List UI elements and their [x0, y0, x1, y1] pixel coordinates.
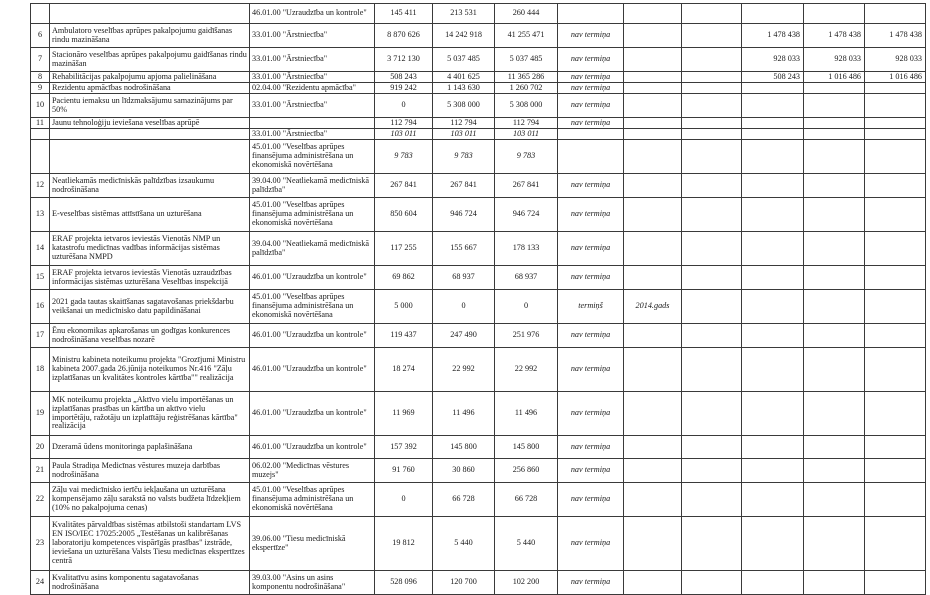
empty-cell [682, 129, 742, 140]
budget-program: 46.01.00 "Uzraudzība un kontrole" [250, 392, 375, 436]
base-amount-year-1: 1 478 438 [742, 24, 804, 48]
table-row [31, 324, 926, 348]
amount-year-1: 850 604 [375, 198, 433, 232]
row-number [31, 129, 50, 140]
amount-year-2: 5 308 000 [433, 94, 495, 118]
base-amount-year-3 [865, 348, 926, 392]
term-date [624, 324, 682, 348]
term-status: nav termiņa [558, 517, 624, 571]
budget-program: 39.06.00 "Tiesu medicīniskā ekspertīze" [250, 517, 375, 571]
term-date [624, 392, 682, 436]
base-amount-year-2 [804, 129, 865, 140]
measure-description: Kvalitatīvu asins komponentu sagatavošanas nodrošināšana [50, 571, 250, 595]
empty-cell [682, 118, 742, 129]
amount-year-1: 157 392 [375, 436, 433, 459]
amount-year-2: 145 800 [433, 436, 495, 459]
amount-year-1: 91 760 [375, 459, 433, 483]
amount-year-2: 1 143 630 [433, 83, 495, 94]
base-amount-year-1: 928 033 [742, 48, 804, 72]
base-amount-year-2 [804, 118, 865, 129]
term-date [624, 24, 682, 48]
table-row [31, 198, 926, 232]
table-row [31, 4, 926, 24]
budget-table-sheet [30, 3, 925, 595]
term-status: nav termiņa [558, 48, 624, 72]
measure-description: ERAF projekta ietvaros ieviestās Vienotās uzraudzības informācijas sistēmas uzturēšana Veselības inspekcijā [50, 266, 250, 290]
base-amount-year-2 [804, 232, 865, 266]
base-amount-year-3 [865, 392, 926, 436]
term-date [624, 459, 682, 483]
base-amount-year-3 [865, 459, 926, 483]
table-row [31, 232, 926, 266]
amount-year-2: 213 531 [433, 4, 495, 24]
table-body [31, 4, 926, 595]
row-number: 17 [31, 324, 50, 348]
budget-program: 33.01.00 "Ārstniecība" [250, 48, 375, 72]
amount-year-3: 11 496 [495, 392, 558, 436]
measure-description: MK noteikumu projekta „Aktīvo vielu importēšanas un izplatīšanas prasības un kārtība un aktīvo vielu importētāju, ražotāju un izplatītāju reģistrēšanas kārtība" realizācija [50, 392, 250, 436]
amount-year-3: 68 937 [495, 266, 558, 290]
budget-program: 46.01.00 "Uzraudzība un kontrole" [250, 436, 375, 459]
amount-year-1: 69 862 [375, 266, 433, 290]
budget-program: 45.01.00 "Veselības aprūpes finansējuma administrēšana un ekonomiskā novērtēšana [250, 483, 375, 517]
amount-year-3: 9 783 [495, 140, 558, 174]
amount-year-1: 919 242 [375, 83, 433, 94]
base-amount-year-2 [804, 290, 865, 324]
term-status: nav termiņa [558, 94, 624, 118]
term-status: nav termiņa [558, 174, 624, 198]
term-status: termiņš [558, 290, 624, 324]
amount-year-2: 103 011 [433, 129, 495, 140]
amount-year-2: 5 440 [433, 517, 495, 571]
row-number: 22 [31, 483, 50, 517]
base-amount-year-2 [804, 436, 865, 459]
amount-year-2: 22 992 [433, 348, 495, 392]
table-row [31, 348, 926, 392]
budget-program: 46.01.00 "Uzraudzība un kontrole" [250, 4, 375, 24]
amount-year-1: 9 783 [375, 140, 433, 174]
base-amount-year-3 [865, 129, 926, 140]
base-amount-year-1 [742, 198, 804, 232]
measure-description [50, 140, 250, 174]
base-amount-year-1 [742, 459, 804, 483]
base-amount-year-1 [742, 290, 804, 324]
amount-year-1: 103 011 [375, 129, 433, 140]
term-date [624, 436, 682, 459]
base-amount-year-3 [865, 4, 926, 24]
amount-year-3: 22 992 [495, 348, 558, 392]
empty-cell [682, 266, 742, 290]
term-status: nav termiņa [558, 436, 624, 459]
amount-year-2: 66 728 [433, 483, 495, 517]
row-number: 16 [31, 290, 50, 324]
budget-program [250, 118, 375, 129]
budget-program: 39.04.00 "Neatliekamā medicīniskā palīdzība" [250, 174, 375, 198]
base-amount-year-1 [742, 174, 804, 198]
empty-cell [682, 392, 742, 436]
base-amount-year-2 [804, 483, 865, 517]
empty-cell [682, 94, 742, 118]
term-status: nav termiņa [558, 392, 624, 436]
measure-description: Ambulatoro veselības aprūpes pakalpojumu gaidīšanas rindu mazināšana [50, 24, 250, 48]
base-amount-year-1 [742, 392, 804, 436]
term-status: nav termiņa [558, 348, 624, 392]
measure-description: Rehabilitācijas pakalpojumu apjoma palielināšana [50, 72, 250, 83]
budget-program: 46.01.00 "Uzraudzība un kontrole" [250, 266, 375, 290]
table-row [31, 24, 926, 48]
term-date [624, 198, 682, 232]
base-amount-year-3: 1 016 486 [865, 72, 926, 83]
row-number: 6 [31, 24, 50, 48]
amount-year-3: 41 255 471 [495, 24, 558, 48]
base-amount-year-3 [865, 83, 926, 94]
row-number: 7 [31, 48, 50, 72]
amount-year-1: 5 000 [375, 290, 433, 324]
amount-year-2: 4 401 625 [433, 72, 495, 83]
term-status: nav termiņa [558, 118, 624, 129]
amount-year-2: 120 700 [433, 571, 495, 595]
measure-description: Jaunu tehnoloģiju ieviešana veselības aprūpē [50, 118, 250, 129]
amount-year-2: 946 724 [433, 198, 495, 232]
base-amount-year-2 [804, 392, 865, 436]
base-amount-year-2 [804, 198, 865, 232]
base-amount-year-3 [865, 483, 926, 517]
measure-description: Rezidentu apmācības nodrošināšana [50, 83, 250, 94]
amount-year-2: 14 242 918 [433, 24, 495, 48]
base-amount-year-3 [865, 232, 926, 266]
measure-description: Neatliekamās medicīniskās palīdzības izsaukumu nodrošināšana [50, 174, 250, 198]
term-date [624, 140, 682, 174]
table-row [31, 392, 926, 436]
base-amount-year-3 [865, 94, 926, 118]
base-amount-year-1 [742, 129, 804, 140]
base-amount-year-2: 1 016 486 [804, 72, 865, 83]
base-amount-year-3 [865, 517, 926, 571]
base-amount-year-2 [804, 348, 865, 392]
empty-cell [682, 348, 742, 392]
base-amount-year-1 [742, 266, 804, 290]
empty-cell [682, 174, 742, 198]
amount-year-1: 267 841 [375, 174, 433, 198]
base-amount-year-3 [865, 290, 926, 324]
table-row [31, 266, 926, 290]
measure-description [50, 129, 250, 140]
term-date [624, 129, 682, 140]
base-amount-year-1 [742, 4, 804, 24]
budget-program: 02.04.00 "Rezidentu apmācība" [250, 83, 375, 94]
base-amount-year-3 [865, 174, 926, 198]
amount-year-3: 946 724 [495, 198, 558, 232]
term-status: nav termiņa [558, 198, 624, 232]
measure-description [50, 4, 250, 24]
empty-cell [682, 140, 742, 174]
amount-year-3: 178 133 [495, 232, 558, 266]
amount-year-1: 8 870 626 [375, 24, 433, 48]
budget-program: 45.01.00 "Veselības aprūpes finansējuma administrēšana un ekonomiskā novērtēšana [250, 198, 375, 232]
amount-year-3: 251 976 [495, 324, 558, 348]
amount-year-3: 5 440 [495, 517, 558, 571]
term-date [624, 94, 682, 118]
row-number: 14 [31, 232, 50, 266]
amount-year-2: 5 037 485 [433, 48, 495, 72]
row-number: 21 [31, 459, 50, 483]
table-row [31, 72, 926, 83]
amount-year-3: 66 728 [495, 483, 558, 517]
amount-year-3: 0 [495, 290, 558, 324]
term-date [624, 48, 682, 72]
row-number: 20 [31, 436, 50, 459]
amount-year-1: 508 243 [375, 72, 433, 83]
amount-year-1: 117 255 [375, 232, 433, 266]
row-number: 13 [31, 198, 50, 232]
row-number: 15 [31, 266, 50, 290]
term-status: nav termiņa [558, 266, 624, 290]
measure-description: Pacientu iemaksu un līdzmaksājumu samazinājums par 50% [50, 94, 250, 118]
base-amount-year-2 [804, 571, 865, 595]
empty-cell [682, 571, 742, 595]
term-date [624, 266, 682, 290]
amount-year-1: 0 [375, 483, 433, 517]
amount-year-2: 11 496 [433, 392, 495, 436]
amount-year-3: 112 794 [495, 118, 558, 129]
term-status [558, 4, 624, 24]
base-amount-year-2 [804, 4, 865, 24]
budget-program: 39.04.00 "Neatliekamā medicīniskā palīdzība" [250, 232, 375, 266]
row-number: 9 [31, 83, 50, 94]
row-number: 19 [31, 392, 50, 436]
term-date [624, 174, 682, 198]
base-amount-year-1 [742, 232, 804, 266]
amount-year-1: 11 969 [375, 392, 433, 436]
base-amount-year-3 [865, 571, 926, 595]
table-row [31, 436, 926, 459]
budget-program: 06.02.00 "Medicīnas vēstures muzejs" [250, 459, 375, 483]
table-row [31, 129, 926, 140]
amount-year-2: 267 841 [433, 174, 495, 198]
base-amount-year-1 [742, 436, 804, 459]
row-number: 12 [31, 174, 50, 198]
budget-program: 46.01.00 "Uzraudzība un kontrole" [250, 324, 375, 348]
amount-year-2: 68 937 [433, 266, 495, 290]
amount-year-3: 267 841 [495, 174, 558, 198]
measure-description: Stacionāro veselības aprūpes pakalpojumu gaidīšanas rindu mazināšan [50, 48, 250, 72]
empty-cell [682, 483, 742, 517]
row-number [31, 140, 50, 174]
measure-description: 2021 gada tautas skaitīšanas sagatavošanas priekšdarbu veikšanai un medicīnisko datu papildināšanai [50, 290, 250, 324]
base-amount-year-2: 1 478 438 [804, 24, 865, 48]
row-number: 24 [31, 571, 50, 595]
table-row [31, 174, 926, 198]
term-date [624, 517, 682, 571]
base-amount-year-1 [742, 118, 804, 129]
base-amount-year-2: 928 033 [804, 48, 865, 72]
empty-cell [682, 459, 742, 483]
term-status: nav termiņa [558, 459, 624, 483]
amount-year-3: 5 037 485 [495, 48, 558, 72]
table-row [31, 571, 926, 595]
base-amount-year-1 [742, 571, 804, 595]
term-date [624, 571, 682, 595]
row-number: 10 [31, 94, 50, 118]
measure-description: ERAF projekta ietvaros ieviestās Vienotās NMP un katastrofu medicīnas vadības informācijas sistēmas uzturēšana NMPD [50, 232, 250, 266]
measure-description: Zāļu vai medicīnisko ierīču iekļaušana un uzturēšana kompensējamo zāļu sarakstā no valsts budžeta līdzekļiem (10% no pakalpojuma cenas) [50, 483, 250, 517]
measure-description: Ēnu ekonomikas apkarošanas un godīgas konkurences nodrošināšana veselības nozarē [50, 324, 250, 348]
base-amount-year-3 [865, 198, 926, 232]
amount-year-3: 103 011 [495, 129, 558, 140]
budget-program: 33.01.00 "Ārstniecība" [250, 94, 375, 118]
amount-year-3: 260 444 [495, 4, 558, 24]
measure-description: Ministru kabineta noteikumu projekta "Grozījumi Ministru kabineta 2007.gada 26.jūnija noteikumos Nr.416 "Zāļu izplatīšanas un kvalitātes kontroles kārtība"" realizācija [50, 348, 250, 392]
amount-year-3: 5 308 000 [495, 94, 558, 118]
term-date [624, 83, 682, 94]
base-amount-year-2 [804, 324, 865, 348]
base-amount-year-3: 928 033 [865, 48, 926, 72]
table-row [31, 140, 926, 174]
table-row [31, 118, 926, 129]
term-status: nav termiņa [558, 324, 624, 348]
term-status: nav termiņa [558, 483, 624, 517]
base-amount-year-2 [804, 94, 865, 118]
base-amount-year-1: 508 243 [742, 72, 804, 83]
empty-cell [682, 24, 742, 48]
term-date [624, 348, 682, 392]
budget-measures-table [30, 3, 926, 595]
amount-year-3: 1 260 702 [495, 83, 558, 94]
row-number: 8 [31, 72, 50, 83]
term-status: nav termiņa [558, 24, 624, 48]
amount-year-2: 155 667 [433, 232, 495, 266]
amount-year-2: 9 783 [433, 140, 495, 174]
empty-cell [682, 436, 742, 459]
term-date [624, 232, 682, 266]
term-date [624, 118, 682, 129]
empty-cell [682, 83, 742, 94]
base-amount-year-2 [804, 83, 865, 94]
amount-year-1: 0 [375, 94, 433, 118]
amount-year-2: 30 860 [433, 459, 495, 483]
term-status: nav termiņa [558, 571, 624, 595]
empty-cell [682, 48, 742, 72]
base-amount-year-3 [865, 118, 926, 129]
empty-cell [682, 290, 742, 324]
term-date [624, 4, 682, 24]
amount-year-1: 18 274 [375, 348, 433, 392]
amount-year-1: 145 411 [375, 4, 433, 24]
base-amount-year-2 [804, 266, 865, 290]
term-status [558, 140, 624, 174]
base-amount-year-2 [804, 174, 865, 198]
term-status [558, 129, 624, 140]
base-amount-year-2 [804, 140, 865, 174]
amount-year-2: 247 490 [433, 324, 495, 348]
term-status: nav termiņa [558, 72, 624, 83]
amount-year-1: 528 096 [375, 571, 433, 595]
base-amount-year-1 [742, 83, 804, 94]
base-amount-year-1 [742, 324, 804, 348]
budget-program: 45.01.00 "Veselības aprūpes finansējuma administrēšana un ekonomiskā novērtēšana [250, 290, 375, 324]
amount-year-3: 11 365 286 [495, 72, 558, 83]
amount-year-1: 3 712 130 [375, 48, 433, 72]
table-row [31, 459, 926, 483]
amount-year-3: 145 800 [495, 436, 558, 459]
base-amount-year-1 [742, 94, 804, 118]
measure-description: Dzeramā ūdens monitoringa paplašināšana [50, 436, 250, 459]
base-amount-year-1 [742, 517, 804, 571]
amount-year-1: 119 437 [375, 324, 433, 348]
table-row [31, 290, 926, 324]
term-status: nav termiņa [558, 83, 624, 94]
empty-cell [682, 324, 742, 348]
amount-year-1: 19 812 [375, 517, 433, 571]
empty-cell [682, 198, 742, 232]
row-number: 11 [31, 118, 50, 129]
budget-program: 45.01.00 "Veselības aprūpes finansējuma administrēšana un ekonomiskā novērtēšana [250, 140, 375, 174]
measure-description: Kvalitātes pārvaldības sistēmas atbilstoši standartam LVS EN ISO/IEC 17025:2005 „Testēšanas un kalibrēšanas laboratoriju kompetences vispārīgās prasības" izstrāde, ieviešana un uzturēšana Valsts Tiesu medicīnas ekspertīzes centrā [50, 517, 250, 571]
base-amount-year-3: 1 478 438 [865, 24, 926, 48]
budget-program: 33.01.00 "Ārstniecība" [250, 129, 375, 140]
term-status: nav termiņa [558, 232, 624, 266]
table-row [31, 48, 926, 72]
table-row [31, 83, 926, 94]
empty-cell [682, 232, 742, 266]
amount-year-1: 112 794 [375, 118, 433, 129]
table-row [31, 483, 926, 517]
amount-year-2: 112 794 [433, 118, 495, 129]
amount-year-2: 0 [433, 290, 495, 324]
row-number: 23 [31, 517, 50, 571]
budget-program: 33.01.00 "Ārstniecība" [250, 72, 375, 83]
budget-program: 46.01.00 "Uzraudzība un kontrole" [250, 348, 375, 392]
table-row [31, 517, 926, 571]
measure-description: Paula Stradiņa Medicīnas vēstures muzeja darbības nodrošināšana [50, 459, 250, 483]
base-amount-year-2 [804, 459, 865, 483]
budget-program: 33.01.00 "Ārstniecība" [250, 24, 375, 48]
base-amount-year-3 [865, 324, 926, 348]
base-amount-year-3 [865, 436, 926, 459]
empty-cell [682, 4, 742, 24]
base-amount-year-2 [804, 517, 865, 571]
base-amount-year-3 [865, 266, 926, 290]
amount-year-3: 256 860 [495, 459, 558, 483]
measure-description: E-veselības sistēmas attīstīšana un uzturēšana [50, 198, 250, 232]
row-number: 18 [31, 348, 50, 392]
empty-cell [682, 517, 742, 571]
empty-cell [682, 72, 742, 83]
amount-year-3: 102 200 [495, 571, 558, 595]
term-date [624, 483, 682, 517]
row-number [31, 4, 50, 24]
budget-program: 39.03.00 "Asins un asins komponentu nodrošināšana" [250, 571, 375, 595]
table-row [31, 94, 926, 118]
base-amount-year-1 [742, 348, 804, 392]
base-amount-year-1 [742, 483, 804, 517]
base-amount-year-1 [742, 140, 804, 174]
base-amount-year-3 [865, 140, 926, 174]
term-date: 2014.gads [624, 290, 682, 324]
term-date [624, 72, 682, 83]
